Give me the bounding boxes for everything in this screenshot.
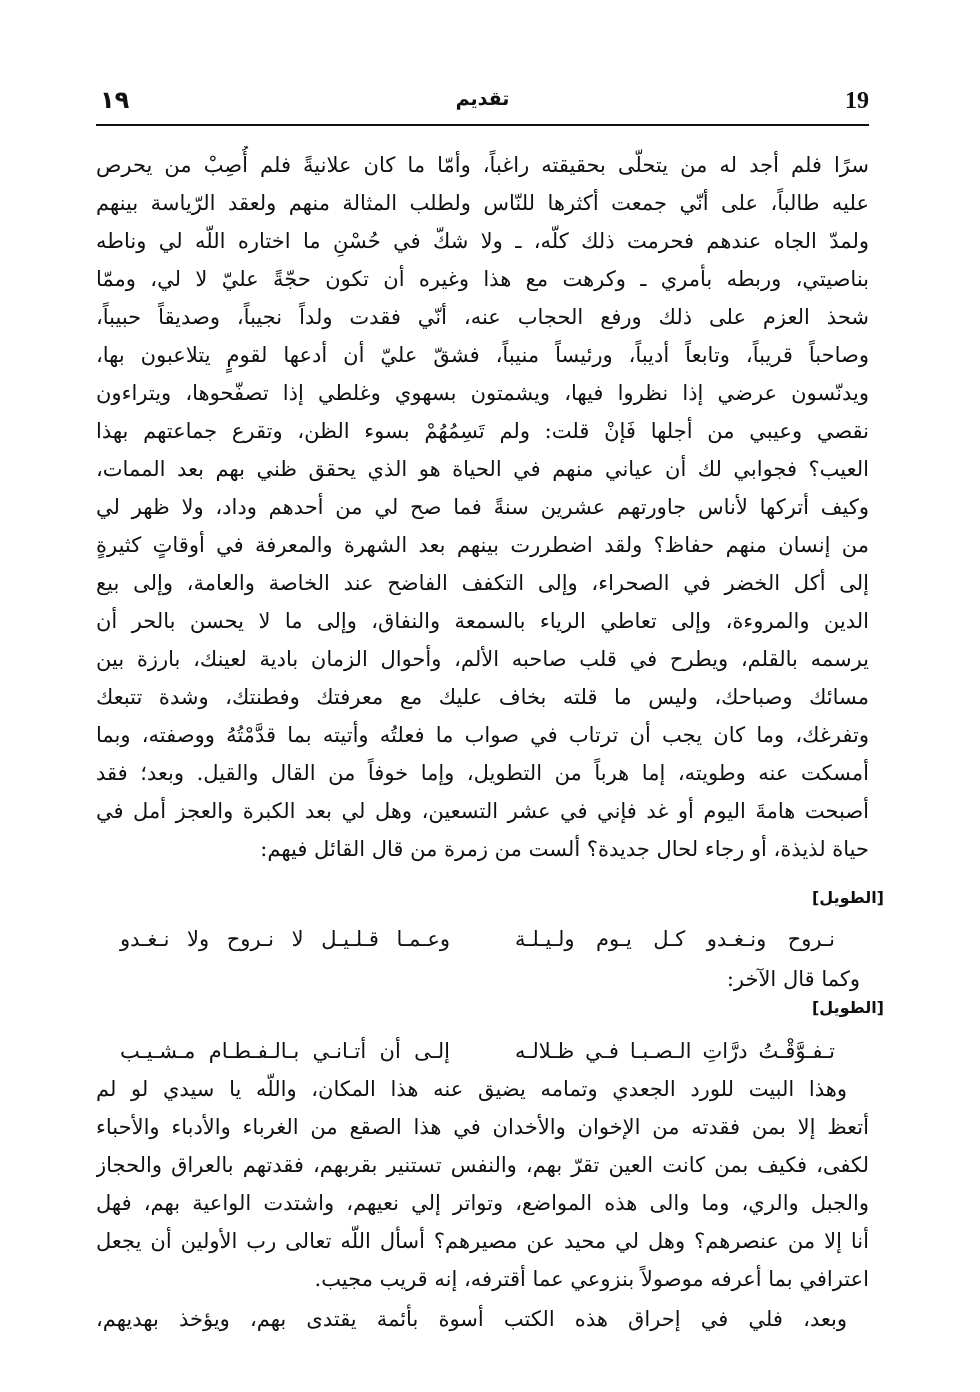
page-number-arabic: ١٩ [100,86,130,114]
text-line: لكفى، فكيف بمن كانت العين تقرّ بهم، والنفس تستنير بقربهم، فقدتهم بالعراق والحجاز [96,1153,869,1177]
section-title: تقديم [455,88,510,110]
text-line: أنا إلا من عنصرهم؟ وهل لي محيد عن مصيرهم؟ أسأل اللّه تعالى رب الأولين أن يجعل [96,1229,869,1253]
text-line: اعترافي بما أعرفه موصولاً بنزوعي عما أقترفه، إنه قريب مجيب. [314,1267,869,1291]
meter-label: [الطويل] [811,888,884,907]
text-line: أصبحت هامةَ اليوم أو غد فإني في عشر التسعين، وهل لي بعد الكبرة والعجز أمل في [96,799,869,823]
running-header [96,84,869,126]
text-line: العيب؟ فجوابي لك أن عياني منهم في الحياة هو الذي يحقق ظني بهم بعد الممات، [96,457,869,481]
meter-label: [الطويل] [811,998,884,1017]
text-line: بناصيتي، وربطه بأمري ـ وكرهت مع هذا وغيره أن تكون حجّةً عليّ لا لي، وممّا [96,267,869,291]
page-number-latin: 19 [845,88,869,114]
text-line: أمسكت عنه وطويته، إما هرباً من التطويل، وإما خوفاً من القال والقيل. وبعد؛ فقد [96,761,869,785]
text-line: سرًا فلم أجد له من يتحلّى بحقيقته راغباً، وأمّا ما كان علانيةً فلم أُصِبْ من يحرص [96,153,869,177]
text-line: حياة لذيذة، أو رجاء لحال جديدة؟ ألست من زمرة من قال القائل فيهم: [260,837,869,861]
verse-connector: وكما قال الآخر: [726,967,860,991]
text-line: أتعظ إلا بمن فقدته من الإخوان والأخدان في هذا الصقع من الغرباء والأدباء والأحباء [96,1115,869,1139]
text-line: وهذا البيت للورد الجعدي وتمامه يضيق عنه هذا المكان، واللّه يا سيدي لو لم [96,1077,847,1101]
text-line: ويدنّسون عرضي إذا نظروا فيها، ويشمتون بسهوي وغلطي إذا تصفّحوها، ويتراءون [96,381,869,405]
text-line: عليه طالباً، على أنّي جمعت أكثرها للنّاس ولطلب المثالة منهم ولعقد الرّياسة بينهم [96,191,869,215]
text-line: والجبل والري، وما والى هذه المواضع، وتواتر إلي نعيهم، واشتدت الواعية بهم، فهل [96,1191,869,1215]
text-line: وتفرغك، وما كان يجب أن ترتاب في صواب ما فعلتُه وأتيته بما قدَّمْتُهُ ووصفته، وبما [96,723,869,747]
text-line: يرسمه بالقلم، ويطرح في قلب صاحبه الألم، وأحوال الزمان بادية لعينك، بارزة بين [96,647,869,671]
text-line: وبعد، فلي في إحراق هذه الكتب أسوة بأئمة يقتدى بهم، ويؤخذ بهديهم، [96,1307,847,1331]
text-line: شحذ العزم على ذلك ورفع الحجاب عنه، أنّي فقدت ولداً نجيباً، وصديقاً حبيباً، [96,305,869,329]
text-line: من إنسان منهم حفاظ؟ ولقد اضطررت بينهم بعد الشهرة والمعرفة في أوقاتٍ كثيرةٍ [96,533,869,557]
paragraph-3 [96,1300,869,1338]
text-line: ولمدّ الجاه عندهم فحرمت ذلك كلّه، ـ ولا شكّ في حُسْنِ ما اختاره اللّه لي وناطه [96,229,869,253]
text-line: إلى أكل الخضر في الصحراء، وإلى التكفف الفاضح عند الخاصة والعامة، وإلى بيع [96,571,869,595]
text-line: نقصي وعيبي من أجلها فَإنْ قلت: ولم تَسِمُهُمْ بسوء الظن، وتقرع جماعتهم بهذا [96,419,869,443]
second-hemistich: وعـمـا قـلـيـل لا نـروح ولا نـغـدو [120,927,450,951]
paragraph-1 [96,146,869,868]
text-line: الدين والمروءة، وإلى تعاطي الرياء بالسمعة والنفاق، وإلى ما لا يحسن بالحر أن [96,609,869,633]
text-line: وكيف أتركها لأناس جاورتهم عشرين سنةً فما صح لي من أحدهم وداد، ولا ظهر لي [96,495,869,519]
second-hemistich: إلـى أن أتـانـي بـالـفـطـام مـشـيـب [120,1039,450,1063]
poetry-verse [120,920,835,958]
poetry-verse [120,1032,835,1070]
paragraph-2 [96,1070,869,1298]
first-hemistich: تـفـوَّقْـتُ درَّاتِ الـصـبـا فـي ظـلالـه [515,1039,835,1063]
first-hemistich: نـروح ونـغـدو كـل يـوم ولـيـلـة [515,927,835,951]
text-line: مسائك وصباحك، وليس ما قلته بخاف عليك مع معرفتك وفطنتك، وشدة تتبعك [96,685,869,709]
text-line: وصاحباً قريباً، وتابعاً أديباً، ورئيساً منيباً، فشقّ عليّ أن أدعها لقومٍ يتلاعبون بها، [96,343,869,367]
